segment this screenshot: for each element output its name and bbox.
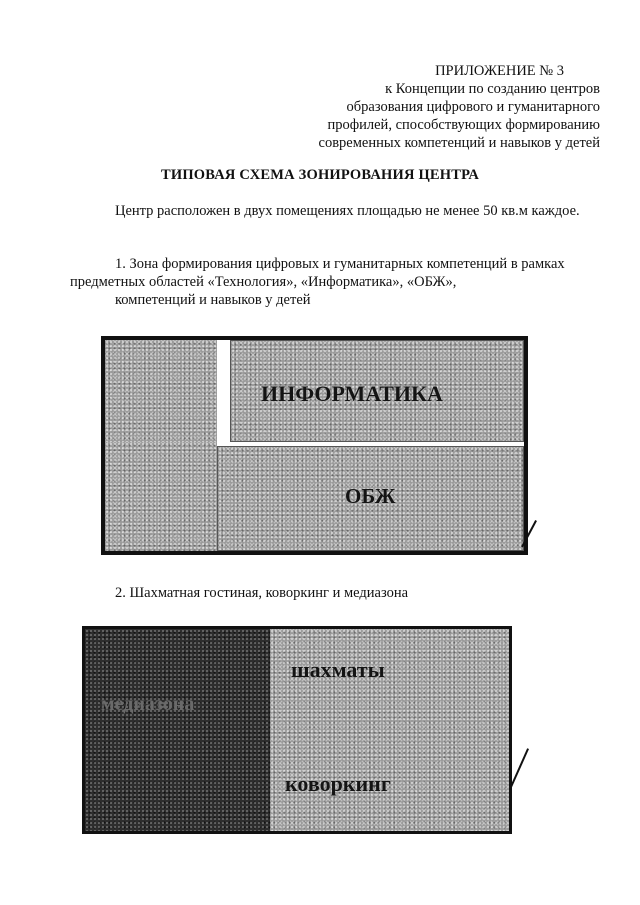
zone-informatics xyxy=(230,340,524,442)
section1-text: 1. Зона формирования цифровых и гуманитарных компетенций в рамках предметных областей «Технология», «Информатика», «ОБЖ», xyxy=(70,256,565,290)
section1-text-cont: компетенций и навыков у детей xyxy=(115,292,311,308)
zone-label-informatics: ИНФОРМАТИКА xyxy=(261,381,443,406)
document-title: ТИПОВАЯ СХЕМА ЗОНИРОВАНИЯ ЦЕНТРА xyxy=(160,167,480,183)
appendix-header xyxy=(300,62,600,152)
zone-label-chess: шахматы xyxy=(291,657,385,682)
zone-area-left xyxy=(105,340,217,442)
section1-paragraph xyxy=(70,255,610,291)
door-marker xyxy=(510,748,529,787)
appendix-line: образования цифрового и гуманитарного xyxy=(346,99,600,115)
zone-media xyxy=(85,629,270,831)
zone-chess-coworking xyxy=(270,629,509,831)
appendix-title: ПРИЛОЖЕНИЕ № 3 xyxy=(435,63,564,79)
section2-text: 2. Шахматная гостиная, коворкинг и медиазона xyxy=(115,585,409,601)
zone-label-obzh: ОБЖ xyxy=(345,484,396,508)
zone-plan-1 xyxy=(101,336,528,555)
zone-label-media: медиазона xyxy=(101,693,195,715)
appendix-line: профилей, способствующих формированию xyxy=(327,117,600,133)
appendix-line: современных компетенций и навыков у детей xyxy=(318,135,600,151)
zone-obzh xyxy=(217,446,524,551)
section2-paragraph xyxy=(115,584,615,602)
zone-area-bottom-left xyxy=(105,442,217,551)
section1-continuation xyxy=(70,291,311,309)
intro-text: Центр расположен в двух помещениях площадью не менее 50 кв.м каждое. xyxy=(115,203,580,219)
zone-label-coworking: коворкинг xyxy=(285,771,391,796)
zone-plan-2 xyxy=(82,626,512,834)
appendix-line: к Концепции по созданию центров xyxy=(385,81,600,97)
intro-paragraph xyxy=(70,202,610,220)
